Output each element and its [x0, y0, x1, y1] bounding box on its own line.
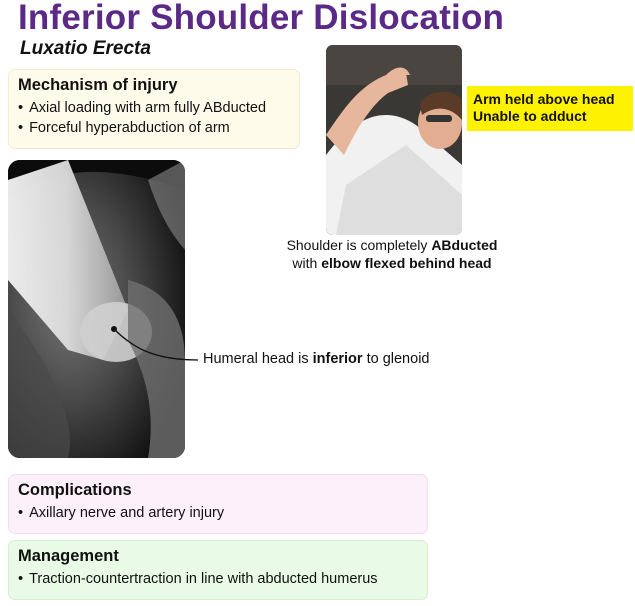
list-item: • Forceful hyperabduction of arm	[18, 118, 290, 138]
management-box	[8, 540, 428, 600]
patient-photo	[326, 45, 462, 235]
xray-image	[8, 160, 185, 458]
callout-box	[467, 86, 633, 131]
list-item: • Axillary nerve and artery injury	[18, 503, 418, 523]
photo-caption: Shoulder is completely ABducted with elbow flexed behind head	[286, 237, 498, 271]
callout-line-1: Arm held above head	[473, 91, 615, 107]
complications-box	[8, 474, 428, 534]
mechanism-heading: Mechanism of injury	[18, 76, 178, 94]
management-list	[18, 569, 418, 589]
complications-list	[18, 503, 418, 523]
mechanism-list	[18, 98, 290, 138]
list-item: • Axial loading with arm fully ABducted	[18, 98, 290, 118]
list-item: • Traction-countertraction in line with abducted humerus	[18, 569, 418, 589]
callout-line-2: Unable to adduct	[473, 108, 587, 124]
complications-heading: Complications	[18, 481, 132, 499]
xray-graphic	[8, 160, 185, 458]
xray-label: Humeral head is inferior to glenoid	[203, 351, 430, 367]
mechanism-box	[8, 69, 300, 149]
page-title: Inferior Shoulder Dislocation	[18, 0, 505, 37]
management-heading: Management	[18, 547, 119, 565]
page-subtitle: Luxatio Erecta	[20, 38, 151, 59]
photo-graphic	[326, 45, 462, 235]
